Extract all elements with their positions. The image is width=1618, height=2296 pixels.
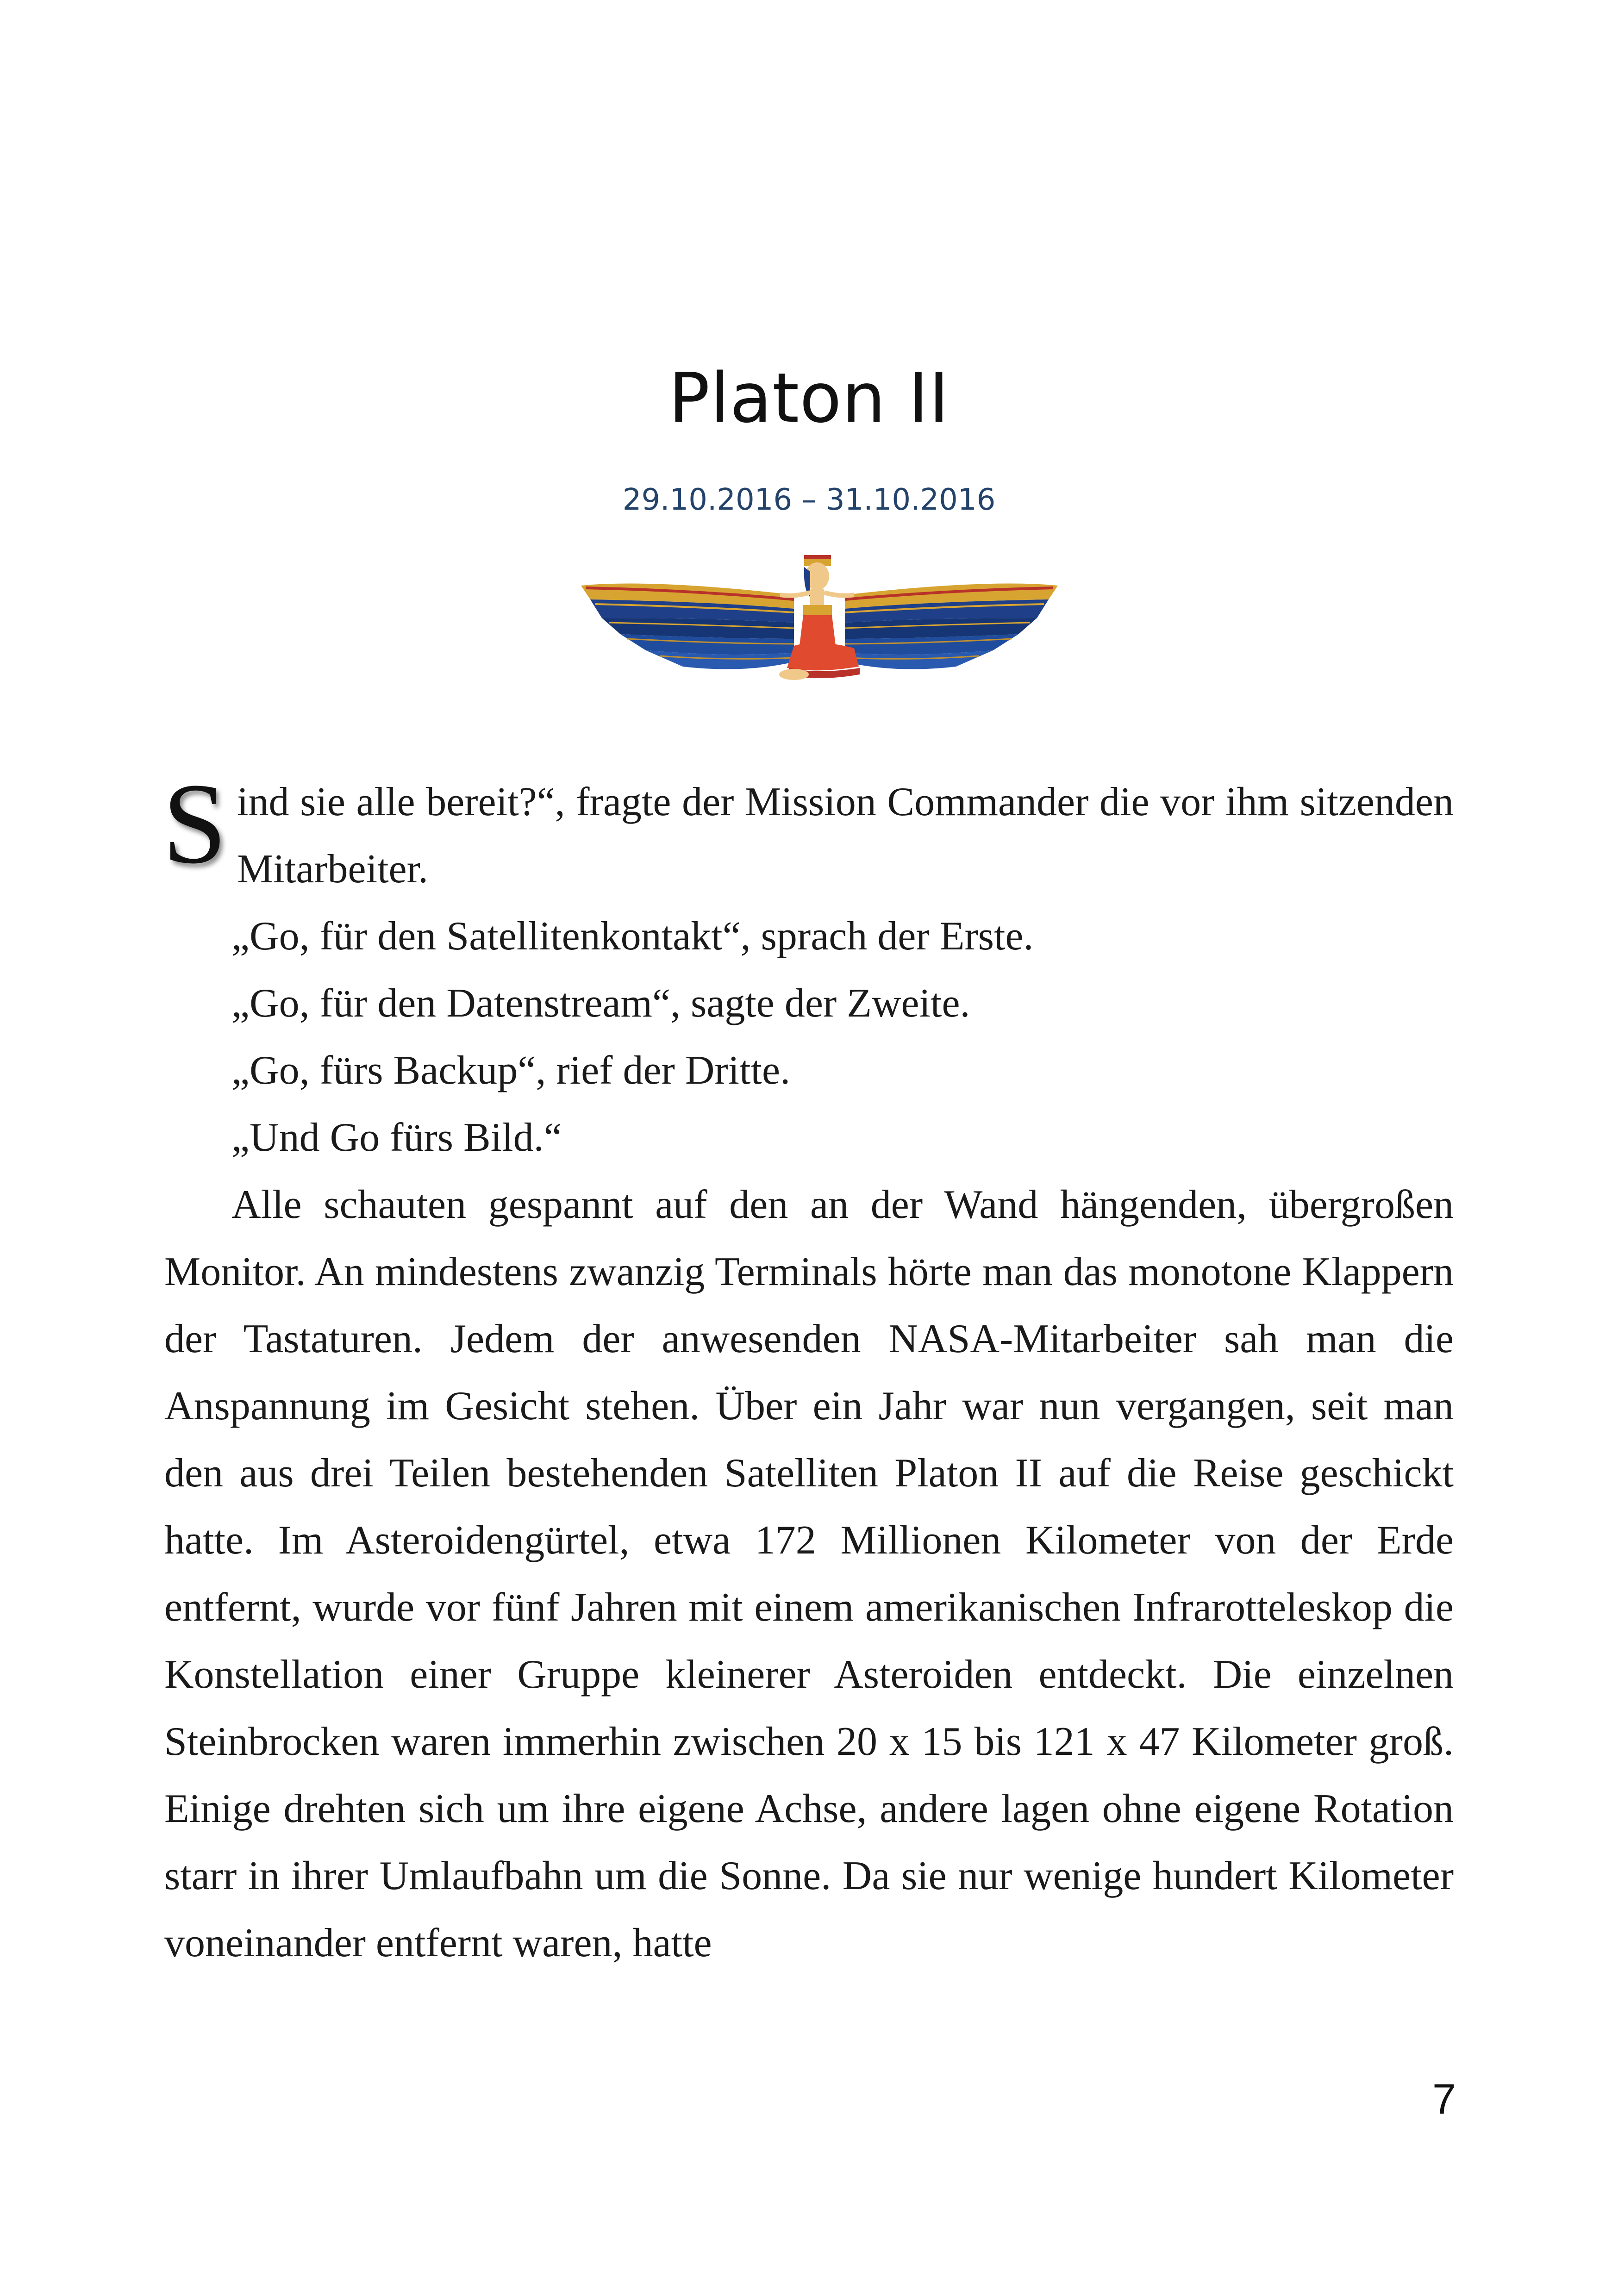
page-number: 7 [1432, 2076, 1456, 2123]
dialogue-paragraph: „Go, für den Satellitenkontakt“, sprach der Erste. [231, 914, 1034, 959]
chapter-date-range: 29.10.2016 – 31.10.2016 [622, 483, 996, 517]
dialogue-paragraph: „Go, fürs Backup“, rief der Dritte. [231, 1048, 791, 1093]
opening-paragraph [162, 760, 1454, 903]
narrative-paragraph: Alle schauten gespannt auf den an der Wand hängenden, übergroßen Monitor. An mindestens zwanzig Terminals hörte man das monotone Klappern der Tastaturen. Jedem der anwesenden NASA-Mitarbeiter sah man die Anspannung im Gesicht stehen. Über ein Jahr war nun vergangen, seit man den aus drei Teilen bestehenden Satelliten Platon II auf die Reise geschickt hatte. Im Asteroidengürtel, etwa 172 Millionen Kilometer von der Erde entfernt, wurde vor fünf Jahren mit einem amerikanischen Infrarotteleskop die Konstellation einer Gruppe kleinerer Asteroiden entdeckt. Die einzelnen Steinbrocken waren immerhin zwischen 20 x 15 bis 121 x 47 Kilometer groß. Einige drehten sich um ihre eigene Achse, andere lagen ohne eigene Rotation starr in ihrer Umlaufbahn um die Sonne. Da sie nur wenige hundert Kilometer voneinander entfernt waren, hatte [164, 1182, 1454, 1965]
chapter-title: Platon II [668, 358, 950, 438]
winged-goddess-icon [576, 553, 1062, 690]
dialogue-paragraph: „Go, für den Datenstream“, sagte der Zweite. [231, 981, 970, 1026]
chapter-text [162, 760, 1454, 1977]
dialogue-paragraph: „Und Go fürs Bild.“ [231, 1115, 562, 1160]
left-wing [581, 584, 794, 669]
right-wing [845, 584, 1058, 669]
paragraph-text: ind sie alle bereit?“, fragte der Mission Commander die vor ihm sitzenden Mitarbeiter. [237, 780, 1454, 892]
drop-cap: S [162, 760, 227, 888]
